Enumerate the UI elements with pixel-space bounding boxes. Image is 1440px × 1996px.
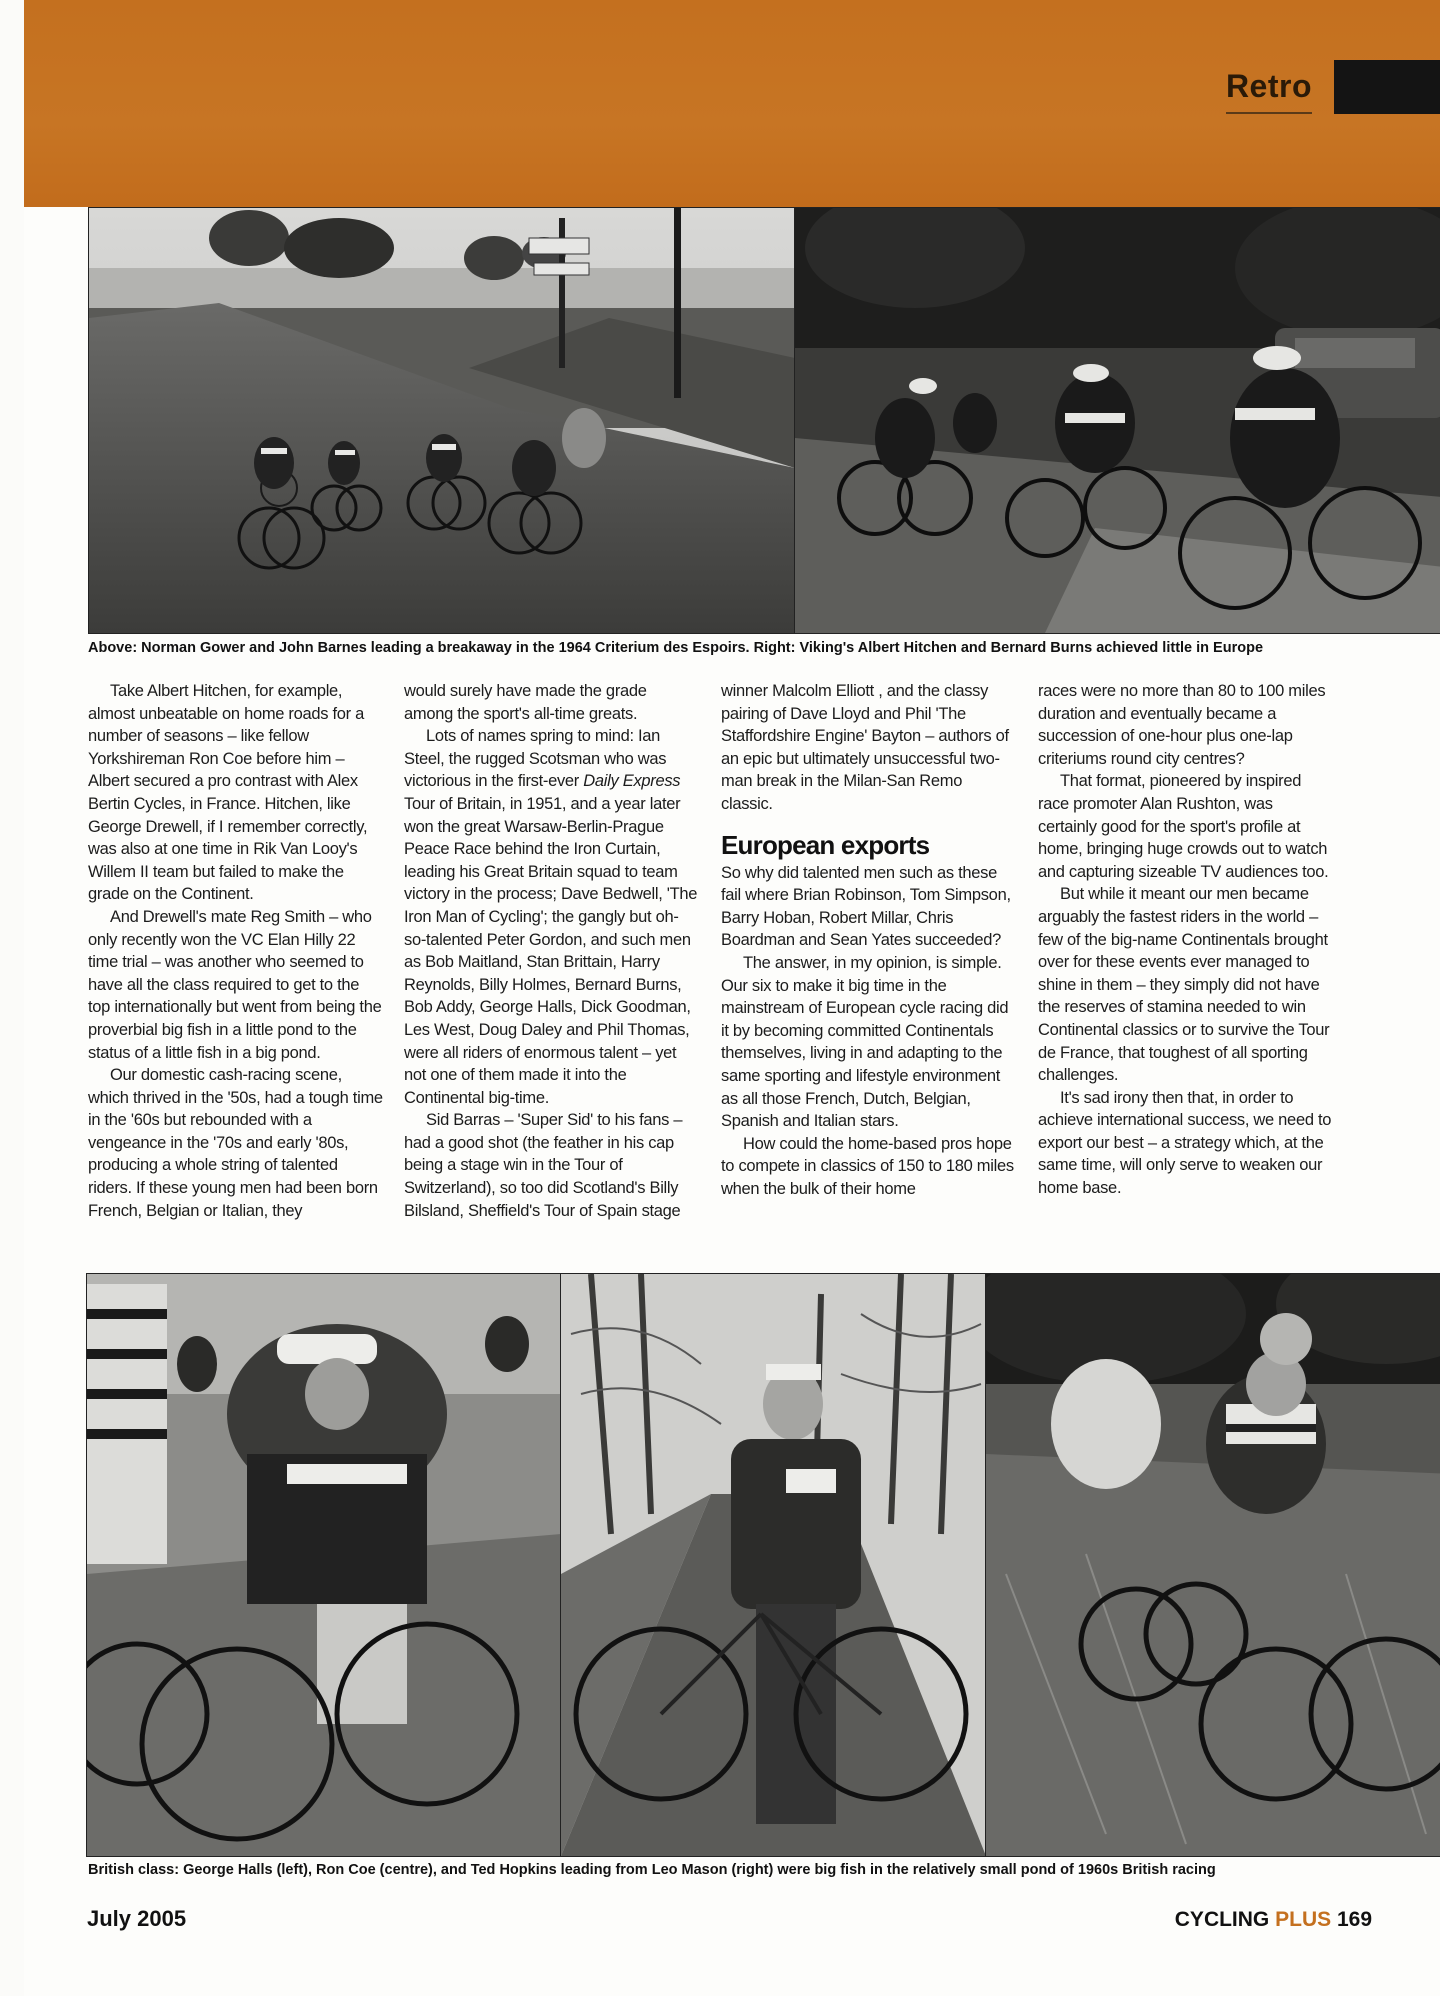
magazine-name-part2: PLUS: [1275, 1908, 1332, 1931]
col3-paragraph-3: The answer, in my opinion, is simple. Our six to make it big time in the mainstream of European cycle racing did it by becoming committed Continentals themselves, living in and adapting to the same sporting and lifestyle environment as all those French, Dutch, Belgian, Spanish and Italian stars.: [721, 953, 1009, 1131]
col1-paragraph-3: Our domestic cash-racing scene, which thrived in the '50s, had a tough time in the '60s but rebounded with a vengeance in the '70s and early '80s, producing a whole string of talented riders. If these young men had been born French, Belgian or Italian, they: [88, 1066, 383, 1220]
photo-bottom-left: [86, 1273, 562, 1857]
col3-paragraph-1: winner Malcolm Elliott , and the classy pairing of Dave Lloyd and Phil 'The Staffordshire Engine' Bayton – authors of an epic but ultimately unsuccessful two-man break in the Milan-San Remo classic.: [721, 682, 1009, 813]
article-column-4: [1038, 680, 1333, 1200]
photo-bottom-centre: [560, 1273, 987, 1857]
ron-coe-with-bike-image: [561, 1274, 986, 1856]
section-label: Retro: [1225, 68, 1312, 104]
col2-p2-text-b: Tour of Britain, in 1951, and a year later won the great Warsaw-Berlin-Prague Peace Race behind the Iron Curtain, leading his Great Britain squad to team victory in the process; Dave Bedwell, 'The Iron Man of Cycling'; the gangly but oh-so-talented Peter Gordon, and such men as Bob Maitland, Stan Brittain, Harry Reynolds, Billy Holmes, Bernard Burns, Bob Addy, George Halls, Dick Goodman, Les West, Doug Daley and Phil Thomas, were all riders of enormous talent – yet not one of them made it into the Continental big-time.: [404, 794, 698, 1107]
col4-paragraph-4: It's sad irony then that, in order to achieve international success, we need to export our best – a strategy which, at the same time, will only serve to weaken our home base.: [1038, 1088, 1332, 1198]
viking-riders-cornering-image: [795, 208, 1440, 633]
col1-paragraph-2: And Drewell's mate Reg Smith – who only recently won the VC Elan Hilly 22 time trial – was another who seemed to have all the class required to get to the top internationally but went from being the proverbial big fish in a little pond to the status of a little fish in a big pond.: [88, 907, 382, 1062]
george-halls-riding-image: [87, 1274, 561, 1856]
section-tab-block: [1334, 60, 1440, 114]
subheading-european-exports: European exports: [721, 829, 930, 860]
col2-paragraph-2: [404, 725, 699, 1109]
section-label-rule: [1226, 112, 1312, 114]
magazine-page: [24, 0, 1440, 1996]
col4-paragraph-2: That format, pioneered by inspired race promoter Alan Rushton, was certainly good for the sport's profile at home, bringing huge crowds out to watch and capturing sizeable TV audiences too.: [1038, 772, 1329, 881]
col2-p2-italic-title: Daily Express: [583, 772, 681, 791]
col4-paragraph-1: races were no more than 80 to 100 miles duration and eventually became a succession of one-hour plus one-lap criteriums round city centres?: [1038, 682, 1326, 768]
col1-paragraph-1: Take Albert Hitchen, for example, almost unbeatable on home roads for a number of seasons – like fellow Yorkshireman Ron Coe before him – Albert secured a pro contrast with Alex Bertin Cycles, in France. Hitchen, like George Drewell, if I remember correctly, was also at one time in Rik Van Looy's Willem II team but failed to make the grade on the Continent.: [88, 682, 368, 904]
col2-p2-text-a: Lots of names spring to mind: Ian Steel, the rugged Scotsman who was victorious in the first-ever: [404, 727, 667, 791]
issue-date: July 2005: [87, 1906, 187, 1931]
article-column-2: [404, 680, 699, 1222]
photo-top-right: [794, 207, 1440, 634]
article-column-1: [88, 680, 383, 1222]
bottom-photo-caption: British class: George Halls (left), Ron Coe (centre), and Ted Hopkins leading from Leo Mason (right) were big fish in the relatively small pond of 1960s British racing: [88, 1862, 1216, 1878]
page-number: 169: [1331, 1908, 1372, 1931]
header-band: [24, 0, 1440, 207]
magazine-folio: [1175, 1908, 1372, 1932]
top-photo-caption: Above: Norman Gower and John Barnes leading a breakaway in the 1964 Criterium des Espoirs. Right: Viking's Albert Hitchen and Bernard Burns achieved little in Europe: [88, 640, 1264, 656]
ted-hopkins-leading-image: [986, 1274, 1440, 1856]
photo-bottom-right: [985, 1273, 1440, 1857]
col2-paragraph-3: Sid Barras – 'Super Sid' to his fans – had a good shot (the feather in his cap being a stage win in the Tour of Switzerland), so too did Scotland's Billy Bilsland, Sheffield's Tour of Spain stage: [404, 1111, 683, 1220]
magazine-name-part1: CYCLING: [1174, 1908, 1276, 1931]
col4-paragraph-3: But while it meant our men became arguably the fastest riders in the world – few of the big-name Continentals brought over for these events ever managed to shine in them – they simply did not have the reserves of stamina needed to win Continental classics or to survive the Tour de France, that toughest of all sporting challenges.: [1038, 885, 1330, 1085]
photo-top-left: [88, 207, 796, 634]
road-race-breakaway-image: [89, 208, 795, 633]
article-column-3: [721, 680, 1016, 1200]
col2-paragraph-1: would surely have made the grade among the sport's all-time greats.: [404, 682, 647, 723]
col3-paragraph-2: So why did talented men such as these fail where Brian Robinson, Tom Simpson, Barry Hoban, Robert Millar, Chris Boardman and Sean Yates succeeded?: [721, 863, 1011, 950]
col3-paragraph-4: How could the home-based pros hope to compete in classics of 150 to 180 miles when the bulk of their home: [721, 1134, 1014, 1198]
